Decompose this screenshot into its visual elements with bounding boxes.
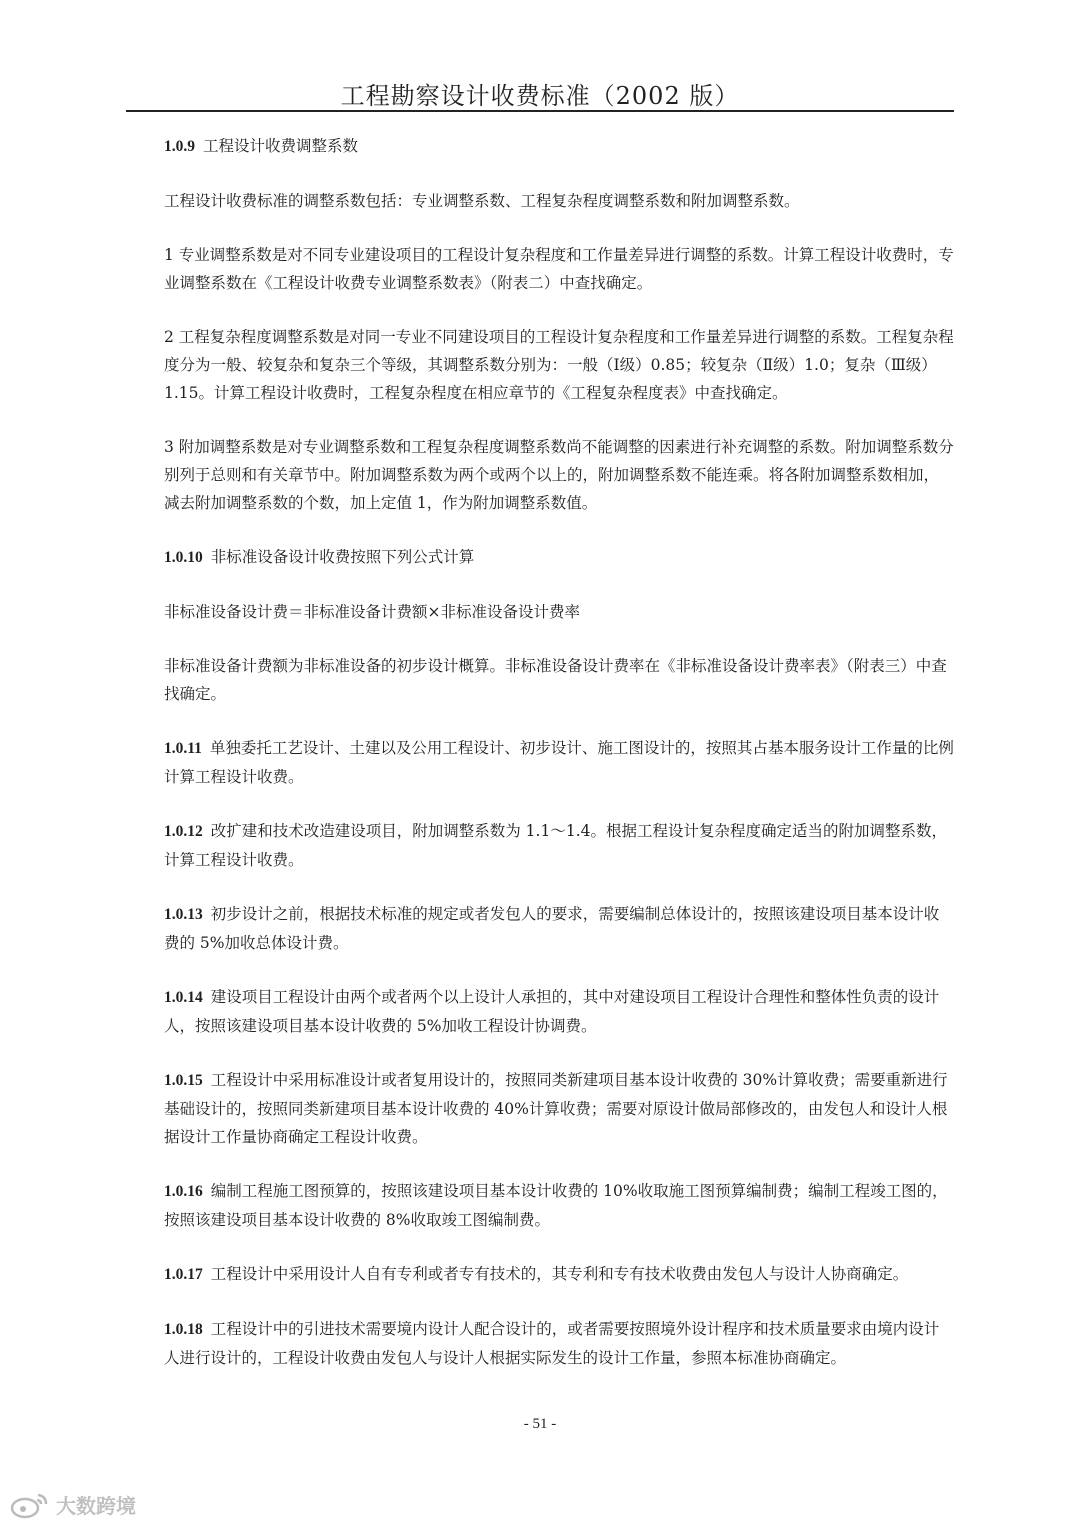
clause-text: 工程设计中的引进技术需要境内设计人配合设计的，或者需要按照境外设计程序和技术质量要求由境内设计人进行设计的，工程设计收费由发包人与设计人根据实际发生的设计工作量，参照本标准协商确定。 bbox=[164, 1320, 940, 1367]
clause bbox=[164, 1260, 954, 1289]
section-number: 1.0.14 bbox=[164, 989, 203, 1006]
clause-text: 工程设计中采用设计人自有专利或者专有技术的，其专利和专有技术收费由发包人与设计人协商确定。 bbox=[210, 1265, 909, 1283]
section-number: 1.0.18 bbox=[164, 1321, 203, 1338]
clause bbox=[164, 900, 954, 957]
formula: 非标准设备设计费＝非标准设备计费额×非标准设备设计费率 bbox=[164, 603, 580, 621]
paragraph: 2 工程复杂程度调整系数是对同一专业不同建设项目的工程设计复杂程度和工作量差异进行调整的系数。工程复杂程度分为一般、较复杂和复杂三个等级，其调整系数分别为：一般（Ⅰ级）0.85；较复杂（Ⅱ级）1.0；复杂（Ⅲ级）1.15。计算工程设计收费时，工程复杂程度在相应章节的《工程复杂程度表》中查找确定。 bbox=[164, 328, 954, 402]
clause bbox=[164, 817, 954, 874]
header-title: 工程勘察设计收费标准（2002 版） bbox=[340, 82, 740, 110]
section-number: 1.0.13 bbox=[164, 906, 203, 923]
header-divider bbox=[126, 110, 954, 112]
watermark-text: 大数跨境 bbox=[56, 1494, 136, 1518]
page-number: - 51 - bbox=[523, 1416, 557, 1432]
paragraph: 3 附加调整系数是对专业调整系数和工程复杂程度调整系数尚不能调整的因素进行补充调整的系数。附加调整系数分别列于总则和有关章节中。附加调整系数为两个或两个以上的，附加调整系数不能连乘。将各附加调整系数相加，减去附加调整系数的个数，加上定值 1，作为附加调整系数值。 bbox=[164, 438, 954, 512]
paragraph: 1 专业调整系数是对不同专业建设项目的工程设计复杂程度和工作量差异进行调整的系数。计算工程设计收费时，专业调整系数在《工程设计收费专业调整系数表》（附表二）中查找确定。 bbox=[164, 246, 954, 292]
clause bbox=[164, 1177, 954, 1234]
clause bbox=[164, 1066, 954, 1151]
paragraph: 工程设计收费标准的调整系数包括：专业调整系数、工程复杂程度调整系数和附加调整系数。 bbox=[164, 192, 800, 210]
document-body bbox=[164, 132, 954, 1372]
clause-text: 编制工程施工图预算的，按照该建设项目基本设计收费的 10%收取施工图预算编制费；编制工程竣工图的，按照该建设项目基本设计收费的 8%收取竣工图编制费。 bbox=[164, 1182, 948, 1229]
watermark bbox=[10, 1490, 136, 1519]
section-number: 1.0.9 bbox=[164, 138, 195, 155]
section-number: 1.0.10 bbox=[164, 549, 203, 566]
section-title: 工程设计收费调整系数 bbox=[203, 137, 359, 155]
clause-text: 初步设计之前，根据技术标准的规定或者发包人的要求，需要编制总体设计的，按照该建设项目基本设计收费的 5%加收总体设计费。 bbox=[164, 905, 940, 952]
clause-text: 改扩建和技术改造建设项目，附加调整系数为 1.1～1.4。根据工程设计复杂程度确定适当的附加调整系数，计算工程设计收费。 bbox=[164, 822, 947, 869]
section-number: 1.0.12 bbox=[164, 823, 203, 840]
clause bbox=[164, 734, 954, 791]
section-number: 1.0.16 bbox=[164, 1183, 203, 1200]
clause-text: 建设项目工程设计由两个或者两个以上设计人承担的，其中对建设项目工程设计合理性和整体性负责的设计人，按照该建设项目基本设计收费的 5%加收工程设计协调费。 bbox=[164, 988, 940, 1035]
clause-text: 工程设计中采用标准设计或者复用设计的，按照同类新建项目基本设计收费的 30%计算收费；需要重新进行基础设计的，按照同类新建项目基本设计收费的 40%计算收费；需要对原设计做局部修改的，由发包人和设计人根据设计工作量协商确定工程设计收费。 bbox=[164, 1071, 948, 1146]
section-title: 非标准设备设计收费按照下列公式计算 bbox=[210, 548, 475, 566]
clause-text: 单独委托工艺设计、土建以及公用工程设计、初步设计、施工图设计的，按照其占基本服务设计工作量的比例计算工程设计收费。 bbox=[164, 739, 954, 786]
weibo-icon bbox=[10, 1491, 50, 1519]
section-number: 1.0.15 bbox=[164, 1072, 203, 1089]
section-heading bbox=[164, 543, 954, 572]
clause bbox=[164, 983, 954, 1040]
clause bbox=[164, 1315, 954, 1372]
section-number: 1.0.17 bbox=[164, 1266, 203, 1283]
section-heading bbox=[164, 132, 954, 161]
paragraph: 非标准设备计费额为非标准设备的初步设计概算。非标准设备设计费率在《非标准设备设计费率表》（附表三）中查找确定。 bbox=[164, 657, 947, 703]
section-number: 1.0.11 bbox=[164, 740, 202, 757]
